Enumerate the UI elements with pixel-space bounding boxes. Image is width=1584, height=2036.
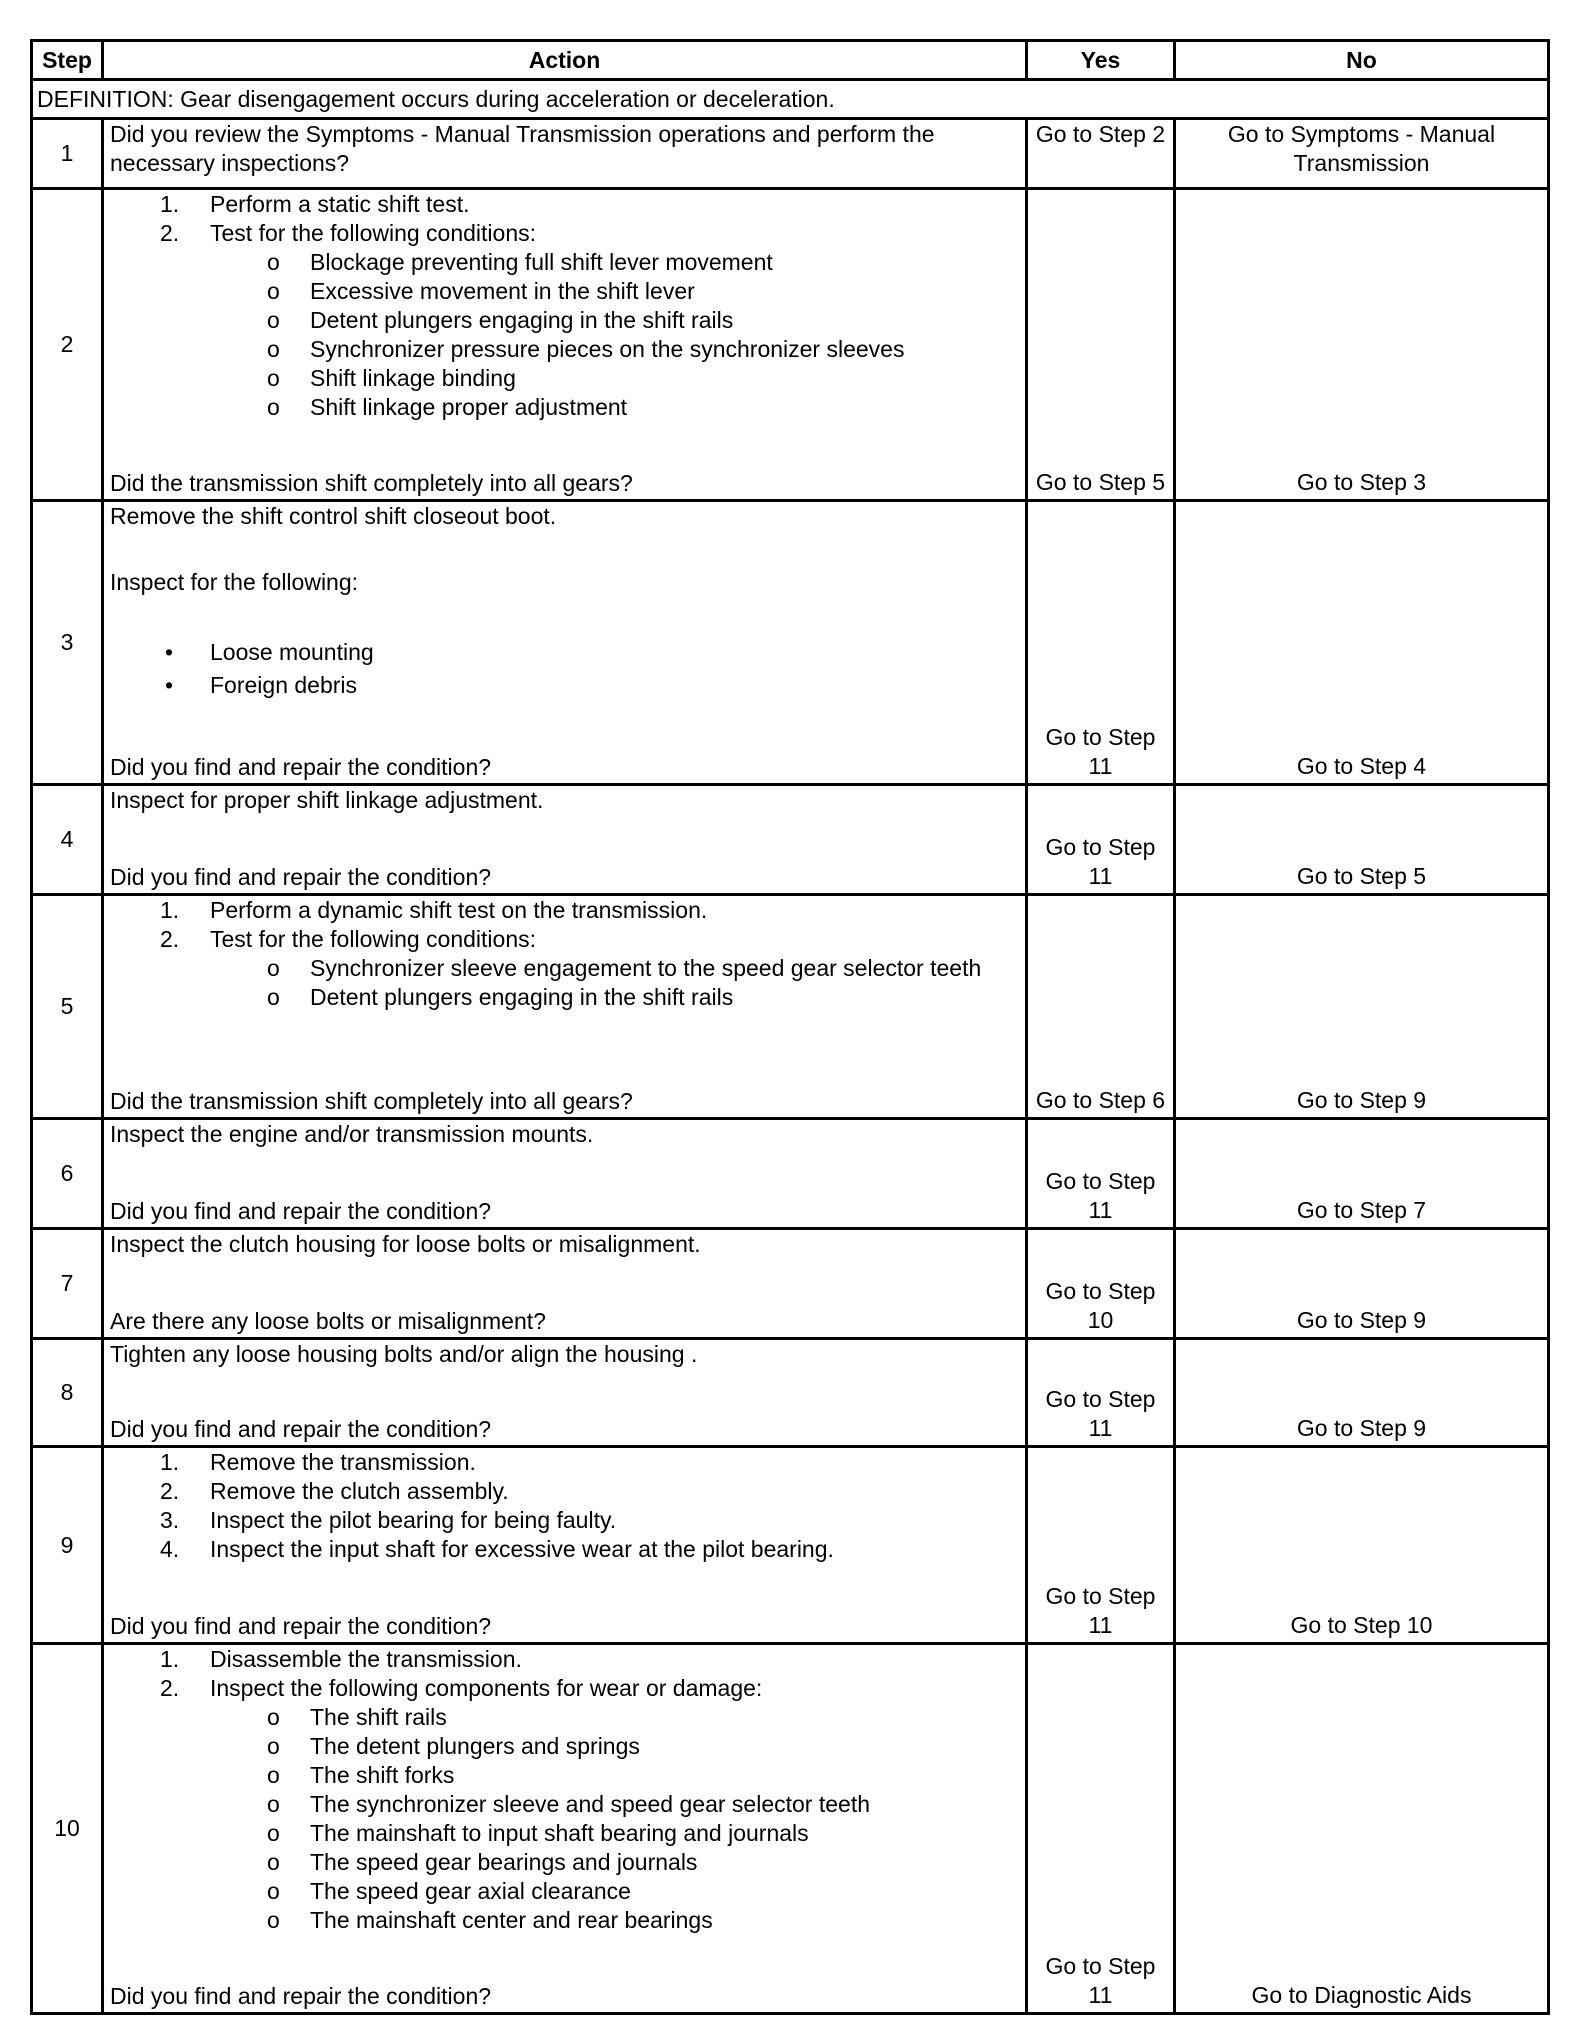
bullet-icon: o	[267, 1820, 280, 1846]
item-text: Test for the following conditions:	[210, 926, 537, 952]
list-item	[110, 277, 1019, 306]
item-text: The synchronizer sleeve and speed gear selector teeth	[310, 1791, 870, 1817]
yes-result: Go to Step 6	[1027, 895, 1175, 1119]
list-item	[110, 1506, 1019, 1535]
list-item	[110, 219, 1019, 248]
bullet-icon: •	[165, 639, 174, 665]
list-item	[110, 638, 1019, 667]
no-result: Go to Step 4	[1175, 501, 1549, 785]
table-row	[32, 501, 1549, 785]
list-number: 2.	[160, 926, 180, 952]
action-steps	[110, 502, 1019, 704]
table-row	[32, 1447, 1549, 1644]
bullet-icon: o	[267, 984, 280, 1010]
yes-result: Go to Step 11	[1027, 1339, 1175, 1447]
list-item	[110, 1906, 1019, 1935]
item-text: The speed gear bearings and journals	[310, 1849, 698, 1875]
item-text: The speed gear axial clearance	[310, 1878, 631, 1904]
step-number: 3	[32, 501, 103, 785]
list-item	[110, 1790, 1019, 1819]
list-number: 1.	[160, 191, 180, 217]
list-item	[110, 1732, 1019, 1761]
yes-result: Go to Step 11	[1027, 785, 1175, 895]
step-number: 8	[32, 1339, 103, 1447]
bullet-icon: o	[267, 955, 280, 981]
action-steps	[110, 1230, 1019, 1259]
bullet-icon: o	[267, 365, 280, 391]
action-content	[110, 1230, 1019, 1336]
item-text: Perform a static shift test.	[210, 191, 470, 217]
question-text: Did you find and repair the condition?	[110, 1416, 492, 1442]
action-content	[110, 1645, 1019, 2011]
action-steps	[110, 1448, 1019, 1564]
item-text: The shift forks	[310, 1762, 455, 1788]
step-number: 2	[32, 189, 103, 501]
action-text	[110, 786, 1019, 815]
action-content	[110, 1340, 1019, 1444]
bullet-icon: o	[267, 1733, 280, 1759]
bullet-icon: o	[267, 1878, 280, 1904]
item-text: The detent plungers and springs	[310, 1733, 640, 1759]
header-yes: Yes	[1027, 41, 1175, 80]
yes-result: Go to Step 5	[1027, 189, 1175, 501]
spacer	[110, 531, 1019, 568]
item-text: Inspect the pilot bearing for being faulty.	[210, 1507, 617, 1533]
item-text: Inspect the input shaft for excessive wear at the pilot bearing.	[210, 1536, 834, 1562]
list-item	[110, 1877, 1019, 1906]
action-text	[110, 502, 1019, 531]
table-row	[32, 895, 1549, 1119]
list-item	[110, 1819, 1019, 1848]
list-item	[110, 248, 1019, 277]
action-content	[110, 1120, 1019, 1226]
item-text: Remove the clutch assembly.	[210, 1478, 509, 1504]
bullet-icon: o	[267, 1907, 280, 1933]
list-number: 3.	[160, 1507, 180, 1533]
list-number: 2.	[160, 220, 180, 246]
item-text: Inspect for the following:	[110, 569, 359, 595]
action-cell	[103, 895, 1027, 1119]
yes-result: Go to Step 2	[1027, 119, 1175, 189]
no-result: Go to Step 10	[1175, 1447, 1549, 1644]
bullet-icon: o	[267, 336, 280, 362]
list-item	[110, 1848, 1019, 1877]
bullet-icon: o	[267, 1849, 280, 1875]
table-row	[32, 1229, 1549, 1339]
item-text: Detent plungers engaging in the shift rails	[310, 984, 734, 1010]
list-item	[110, 896, 1019, 925]
question-text: Did the transmission shift completely into all gears?	[110, 1088, 633, 1114]
action-text	[110, 1120, 1019, 1149]
no-result: Go to Step 3	[1175, 189, 1549, 501]
list-item	[110, 393, 1019, 422]
list-item	[110, 954, 1019, 983]
step-number: 9	[32, 1447, 103, 1644]
step-number: 6	[32, 1119, 103, 1229]
action-content	[110, 896, 1019, 1116]
list-item	[110, 1674, 1019, 1703]
item-text: Inspect for proper shift linkage adjustment.	[110, 787, 544, 813]
list-item	[110, 1535, 1019, 1564]
action-cell	[103, 501, 1027, 785]
action-cell	[103, 189, 1027, 501]
item-text: Did you review the Symptoms - Manual Transmission operations and perform the necessary inspections?	[110, 121, 935, 176]
item-text: Perform a dynamic shift test on the transmission.	[210, 897, 708, 923]
yes-result: Go to Step 11	[1027, 1644, 1175, 2014]
step-number: 4	[32, 785, 103, 895]
bullet-icon: o	[267, 1791, 280, 1817]
spacer	[110, 597, 1019, 634]
list-item	[110, 306, 1019, 335]
list-item	[110, 925, 1019, 954]
bullet-icon: o	[267, 249, 280, 275]
item-text: Remove the transmission.	[210, 1449, 476, 1475]
action-cell	[103, 785, 1027, 895]
table-row	[32, 189, 1549, 501]
question-text: Are there any loose bolts or misalignment?	[110, 1308, 546, 1334]
list-item	[110, 190, 1019, 219]
list-number: 4.	[160, 1536, 180, 1562]
item-text: The mainshaft center and rear bearings	[310, 1907, 713, 1933]
action-text	[110, 1340, 1019, 1369]
item-text: Inspect the clutch housing for loose bolts or misalignment.	[110, 1231, 701, 1257]
action-content	[110, 120, 1019, 186]
yes-result: Go to Step 11	[1027, 501, 1175, 785]
action-steps	[110, 1645, 1019, 1935]
action-content	[110, 786, 1019, 892]
table-row	[32, 1119, 1549, 1229]
item-text: Shift linkage proper adjustment	[310, 394, 628, 420]
no-result: Go to Step 7	[1175, 1119, 1549, 1229]
question-text: Did you find and repair the condition?	[110, 864, 492, 890]
action-steps	[110, 190, 1019, 422]
no-result: Go to Symptoms - Manual Transmission	[1175, 119, 1549, 189]
action-cell	[103, 1229, 1027, 1339]
question-text: Did the transmission shift completely into all gears?	[110, 470, 633, 496]
item-text: Tighten any loose housing bolts and/or align the housing .	[110, 1341, 698, 1367]
list-item	[110, 671, 1019, 700]
item-text: Excessive movement in the shift lever	[310, 278, 695, 304]
table-row	[32, 785, 1549, 895]
action-cell	[103, 1644, 1027, 2014]
step-number: 5	[32, 895, 103, 1119]
item-text: Test for the following conditions:	[210, 220, 537, 246]
no-result: Go to Step 9	[1175, 895, 1549, 1119]
diagnostic-table	[30, 39, 1550, 2015]
bullet-icon: o	[267, 307, 280, 333]
list-number: 1.	[160, 1449, 180, 1475]
list-item	[110, 983, 1019, 1012]
action-steps	[110, 1120, 1019, 1149]
table-row	[32, 119, 1549, 189]
action-cell	[103, 1447, 1027, 1644]
item-text: Loose mounting	[210, 639, 374, 665]
question-text: Did you find and repair the condition?	[110, 1983, 492, 2009]
item-text: Synchronizer pressure pieces on the synchronizer sleeves	[310, 336, 905, 362]
table-row	[32, 1644, 1549, 2014]
item-text: Synchronizer sleeve engagement to the speed gear selector teeth	[310, 955, 982, 981]
item-text: Shift linkage binding	[310, 365, 516, 391]
definition-text: DEFINITION: Gear disengagement occurs during acceleration or deceleration.	[32, 80, 1549, 119]
action-cell	[103, 1119, 1027, 1229]
header-action: Action	[103, 41, 1027, 80]
header-no: No	[1175, 41, 1549, 80]
action-content	[110, 190, 1019, 498]
action-text	[110, 568, 1019, 597]
list-item	[110, 1448, 1019, 1477]
item-text: The mainshaft to input shaft bearing and journals	[310, 1820, 809, 1846]
question-text: Did you find and repair the condition?	[110, 1613, 492, 1639]
list-number: 1.	[160, 1646, 180, 1672]
action-text	[110, 120, 1019, 178]
action-cell	[103, 1339, 1027, 1447]
list-item	[110, 1703, 1019, 1732]
no-result: Go to Step 9	[1175, 1339, 1549, 1447]
bullet-icon: o	[267, 394, 280, 420]
table-row	[32, 1339, 1549, 1447]
yes-result: Go to Step 11	[1027, 1119, 1175, 1229]
bullet-icon: o	[267, 1762, 280, 1788]
step-number: 10	[32, 1644, 103, 2014]
bullet-icon: o	[267, 278, 280, 304]
list-number: 2.	[160, 1478, 180, 1504]
header-step: Step	[32, 41, 103, 80]
no-result: Go to Diagnostic Aids	[1175, 1644, 1549, 2014]
list-item	[110, 1645, 1019, 1674]
item-text: The shift rails	[310, 1704, 447, 1730]
action-text	[110, 1230, 1019, 1259]
item-text: Detent plungers engaging in the shift rails	[310, 307, 734, 333]
action-content	[110, 502, 1019, 782]
item-text: Remove the shift control shift closeout boot.	[110, 503, 557, 529]
question-text: Did you find and repair the condition?	[110, 1198, 492, 1224]
action-content	[110, 1448, 1019, 1641]
bullet-icon: o	[267, 1704, 280, 1730]
list-item	[110, 1477, 1019, 1506]
item-text: Inspect the engine and/or transmission mounts.	[110, 1121, 594, 1147]
action-steps	[110, 786, 1019, 815]
step-number: 1	[32, 119, 103, 189]
list-item	[110, 364, 1019, 393]
action-steps	[110, 896, 1019, 1012]
yes-result: Go to Step 11	[1027, 1447, 1175, 1644]
list-item	[110, 335, 1019, 364]
list-number: 2.	[160, 1675, 180, 1701]
no-result: Go to Step 9	[1175, 1229, 1549, 1339]
item-text: Foreign debris	[210, 672, 358, 698]
list-number: 1.	[160, 897, 180, 923]
question-text: Did you find and repair the condition?	[110, 754, 492, 780]
step-number: 7	[32, 1229, 103, 1339]
header-row	[32, 41, 1549, 80]
item-text: Inspect the following components for wear or damage:	[210, 1675, 763, 1701]
yes-result: Go to Step 10	[1027, 1229, 1175, 1339]
definition-row	[32, 80, 1549, 119]
action-steps	[110, 1340, 1019, 1369]
list-item	[110, 1761, 1019, 1790]
action-steps	[110, 120, 1019, 178]
item-text: Disassemble the transmission.	[210, 1646, 522, 1672]
no-result: Go to Step 5	[1175, 785, 1549, 895]
bullet-icon: •	[165, 672, 174, 698]
item-text: Blockage preventing full shift lever movement	[310, 249, 773, 275]
action-cell	[103, 119, 1027, 189]
